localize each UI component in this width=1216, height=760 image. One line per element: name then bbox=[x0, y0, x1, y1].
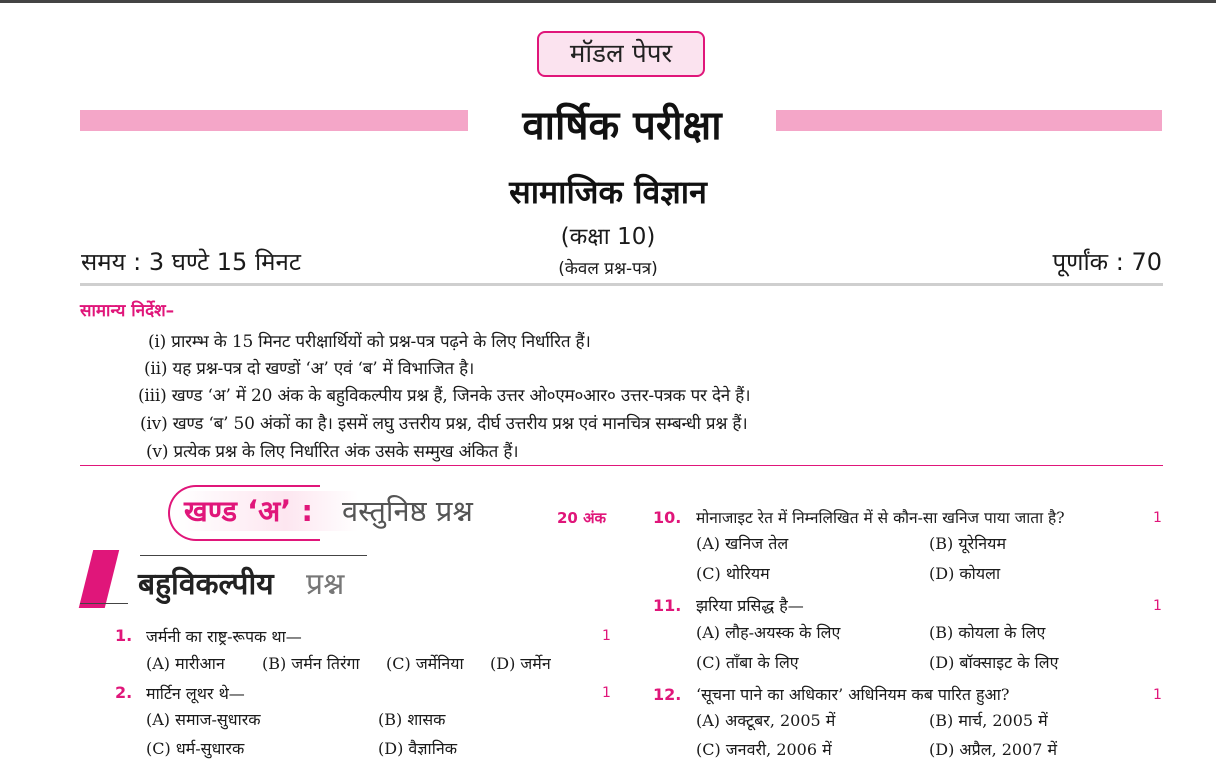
option: (B) मार्च, 2005 में bbox=[929, 711, 1048, 730]
instruction-item: (iv) खण्ड ‘ब’ 50 अंकों का है। इसमें लघु उत्तरीय प्रश्न, दीर्घ उत्तरीय प्रश्न एवं मानचित्र सम्बन्धी प्रश्न हैं। bbox=[140, 414, 748, 434]
mcq-rule-bottom bbox=[80, 603, 128, 604]
option: (C) जर्मेनिया bbox=[386, 654, 464, 673]
question-marks: 1 bbox=[602, 628, 611, 644]
instructions-divider bbox=[80, 465, 1163, 466]
option: (D) कोयला bbox=[929, 564, 1001, 583]
question-number: 1. bbox=[115, 626, 133, 645]
option: (A) लौह-अयस्क के लिए bbox=[696, 623, 841, 642]
question-text: जर्मनी का राष्ट्र-रूपक था— bbox=[146, 627, 302, 646]
option: (D) अप्रैल, 2007 में bbox=[929, 740, 1058, 759]
question-marks: 1 bbox=[602, 685, 611, 701]
option: (C) धर्म-सुधारक bbox=[146, 739, 245, 758]
section-marks: 20 अंक bbox=[557, 509, 607, 527]
question-marks: 1 bbox=[1153, 510, 1162, 526]
question-number: 12. bbox=[653, 685, 682, 704]
option: (B) कोयला के लिए bbox=[929, 623, 1046, 642]
option: (B) यूरेनियम bbox=[929, 534, 1007, 553]
title-band-right bbox=[776, 110, 1162, 131]
option: (D) वैज्ञानिक bbox=[378, 739, 458, 758]
section-type: वस्तुनिष्ठ प्रश्न bbox=[342, 494, 473, 528]
option: (A) अक्टूबर, 2005 में bbox=[696, 711, 836, 730]
instruction-item: (i) प्रारम्भ के 15 मिनट परीक्षार्थियों को प्रश्न-पत्र पढ़ने के लिए निर्धारित हैं। bbox=[148, 332, 591, 352]
instruction-item: (ii) यह प्रश्न-पत्र दो खण्डों ‘अ’ एवं ‘ब’ में विभाजित है। bbox=[144, 359, 475, 379]
instructions-heading: सामान्य निर्देश– bbox=[80, 301, 175, 321]
option: (A) समाज-सुधारक bbox=[146, 710, 261, 729]
question-text: मार्टिन लूथर थे— bbox=[146, 684, 245, 703]
instruction-item: (iii) खण्ड ‘अ’ में 20 अंक के बहुविकल्पीय प्रश्न हैं, जिनके उत्तर ओ०एम०आर० उत्तर-पत्रक पर देने हैं। bbox=[138, 386, 751, 406]
model-paper-badge: मॉडल पेपर bbox=[537, 31, 705, 77]
option: (A) खनिज तेल bbox=[696, 534, 789, 553]
question-text: झरिया प्रसिद्ध है— bbox=[696, 596, 804, 615]
question-number: 11. bbox=[653, 596, 682, 615]
question-marks: 1 bbox=[1153, 598, 1162, 614]
mcq-heading-bold: बहुविकल्पीय bbox=[138, 567, 274, 602]
option: (B) शासक bbox=[378, 710, 446, 729]
option: (C) ताँबा के लिए bbox=[696, 653, 799, 672]
option: (C) जनवरी, 2006 में bbox=[696, 740, 832, 759]
option: (B) जर्मन तिरंगा bbox=[262, 654, 360, 673]
title-band-left bbox=[80, 110, 468, 131]
option: (D) बॉक्साइट के लिए bbox=[929, 653, 1059, 672]
top-border bbox=[0, 0, 1216, 3]
instruction-item: (v) प्रत्येक प्रश्न के लिए निर्धारित अंक उसके सम्मुख अंकित हैं। bbox=[146, 442, 519, 462]
mcq-slash-decoration bbox=[79, 550, 119, 608]
subject-title: सामाजिक विज्ञान bbox=[509, 173, 707, 211]
max-marks-label: पूर्णांक : 70 bbox=[1052, 248, 1162, 276]
option: (C) थोरियम bbox=[696, 564, 770, 583]
question-number: 10. bbox=[653, 508, 682, 527]
question-marks: 1 bbox=[1153, 687, 1162, 703]
question-text: मोनाजाइट रेत में निम्नलिखित में से कौन-सा खनिज पाया जाता है? bbox=[696, 509, 1065, 527]
class-label: (कक्षा 10) bbox=[560, 224, 656, 250]
option: (D) जर्मेन bbox=[490, 654, 551, 673]
mcq-rule-top bbox=[140, 555, 367, 556]
section-label: खण्ड ‘अ’ : bbox=[184, 494, 313, 528]
paper-only-label: (केवल प्रश्न-पत्र) bbox=[558, 259, 658, 279]
question-number: 2. bbox=[115, 683, 133, 702]
header-divider bbox=[80, 283, 1163, 286]
exam-title: वार्षिक परीक्षा bbox=[522, 103, 722, 149]
time-label: समय : 3 घण्टे 15 मिनट bbox=[81, 248, 301, 276]
mcq-heading-light: प्रश्न bbox=[306, 567, 345, 602]
option: (A) मारीआन bbox=[146, 654, 225, 673]
question-text: ‘सूचना पाने का अधिकार’ अधिनियम कब पारित हुआ? bbox=[696, 685, 1010, 704]
